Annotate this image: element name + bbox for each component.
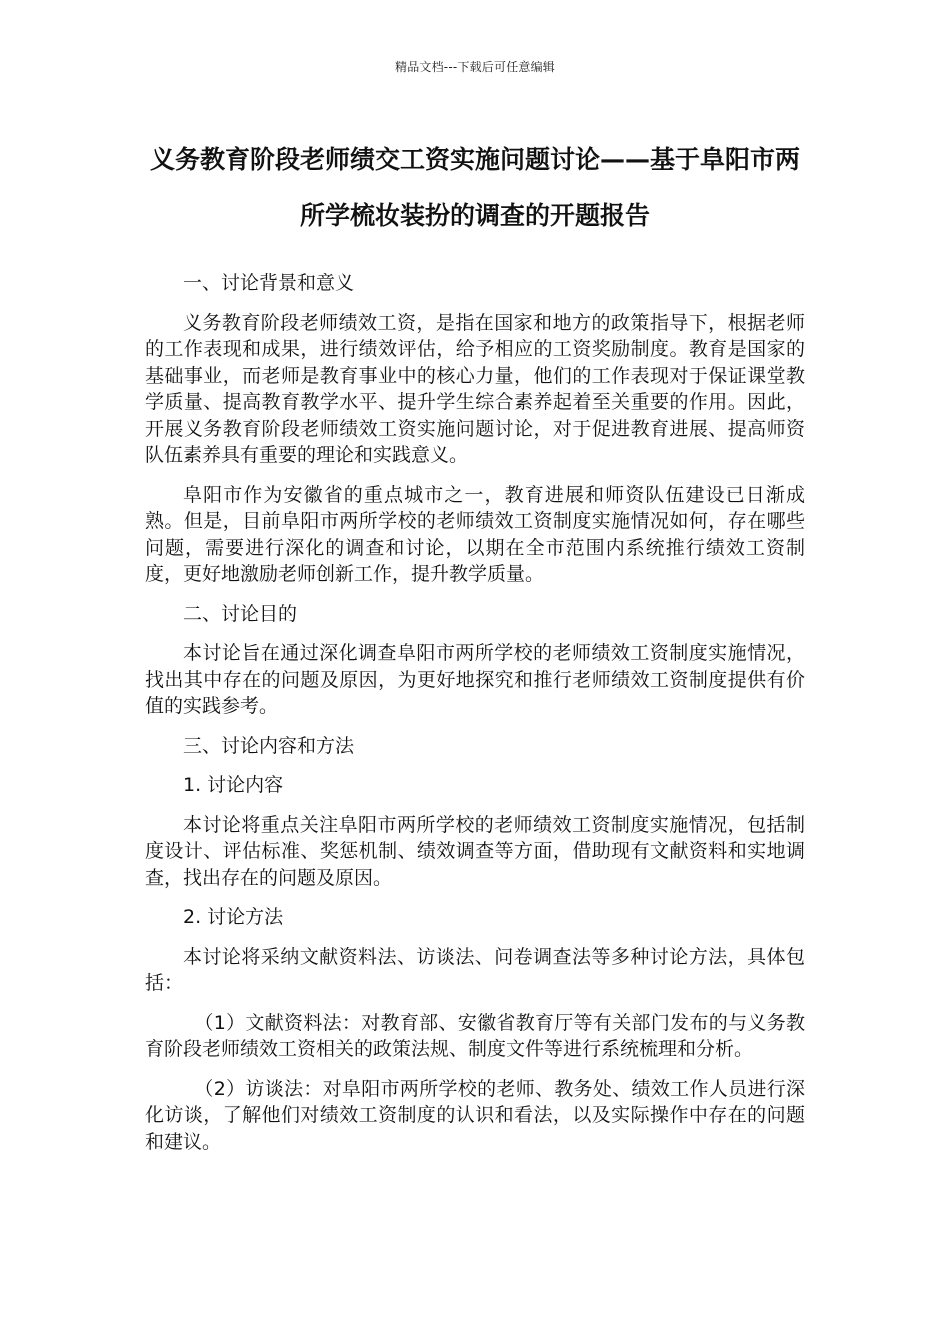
subheading-content: 1. 讨论内容 (183, 774, 284, 796)
method-item-literature: （1）文献资料法：对教育部、安徽省教育厅等有关部门发布的与义务教育阶段老师绩效工资相关的政策法规、制度文件等进行系统梳理和分析。 (145, 1011, 805, 1060)
document-body (145, 270, 805, 1168)
paragraph-purpose: 本讨论旨在通过深化调查阜阳市两所学校的老师绩效工资制度实施情况，找出其中存在的问题及原因，为更好地探究和推行老师绩效工资制度提供有价值的实践参考。 (145, 642, 805, 717)
section-heading-purpose: 二、讨论目的 (183, 602, 298, 625)
section-heading-background: 一、讨论背景和意义 (183, 272, 355, 294)
section-heading-content-method: 三、讨论内容和方法 (183, 734, 355, 757)
header-note: 精品文档---下载后可任意编辑 (395, 60, 555, 74)
document-title: 义务教育阶段老师绩交工资实施问题讨论——基于阜阳市两所学梳妆装扮的调查的开题报告 (149, 145, 800, 230)
paragraph-method: 本讨论将采纳文献资料法、访谈法、问卷调查法等多种讨论方法，具体包括： (145, 945, 805, 994)
paragraph-background-2: 阜阳市作为安徽省的重点城市之一，教育进展和师资队伍建设已日渐成熟。但是，目前阜阳市两所学校的老师绩效工资制度实施情况如何，存在哪些问题，需要进行深化的调查和讨论，以期在全市范围内系统推行绩效工资制度，更好地激励老师创新工作，提升教学质量。 (145, 483, 805, 585)
paragraph-background-1: 义务教育阶段老师绩效工资，是指在国家和地方的政策指导下，根据老师的工作表现和成果，进行绩效评估，给予相应的工资奖励制度。教育是国家的基础事业，而老师是教育事业中的核心力量，他们的工作表现对于保证课堂教学质量、提高教育教学水平、提升学生综合素养起着至关重要的作用。因此，开展义务教育阶段老师绩效工资实施问题讨论，对于促进教育进展、提高师资队伍素养具有重要的理论和实践意义。 (145, 311, 805, 466)
subheading-method: 2. 讨论方法 (183, 906, 284, 928)
paragraph-content: 本讨论将重点关注阜阳市两所学校的老师绩效工资制度实施情况，包括制度设计、评估标准、奖惩机制、绩效调查等方面，借助现有文献资料和实地调查，找出存在的问题及原因。 (145, 813, 805, 889)
method-item-interview: （2）访谈法：对阜阳市两所学校的老师、教务处、绩效工作人员进行深化访谈，了解他们对绩效工资制度的认识和看法，以及实际操作中存在的问题和建议。 (145, 1077, 805, 1153)
